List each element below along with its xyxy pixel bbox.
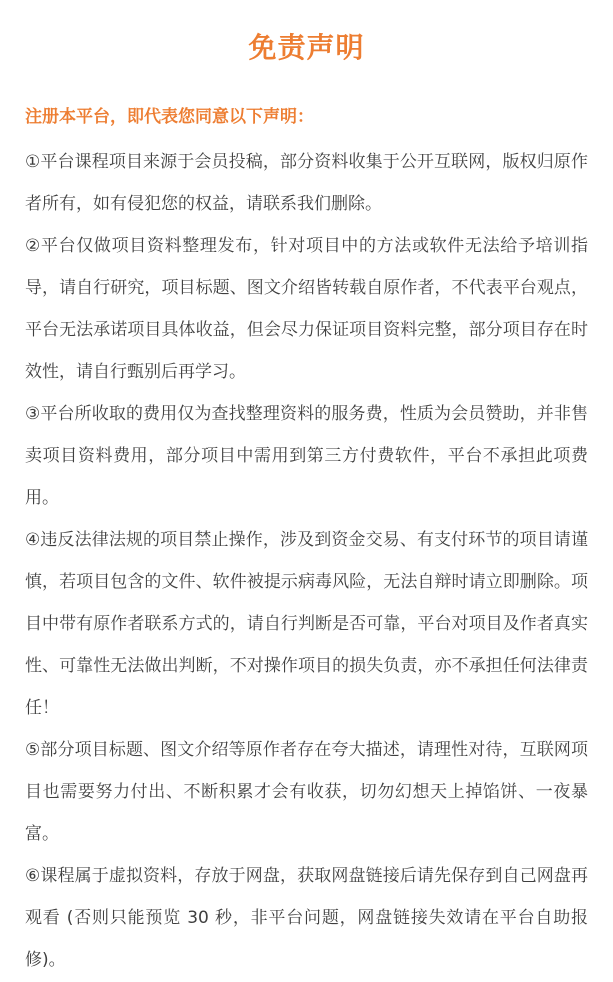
disclaimer-paragraph: ④违反法律法规的项目禁止操作，涉及到资金交易、有支付环节的项目请谨慎，若项目包含的文件、软件被提示病毒风险，无法自辩时请立即删除。项目中带有原作者联系方式的，请自行判断是否可靠，平台对项目及作者真实性、可靠性无法做出判断，不对操作项目的损失负责，亦不承担任何法律责任！ <box>25 530 588 718</box>
disclaimer-paragraph: ②平台仅做项目资料整理发布，针对项目中的方法或软件无法给予培训指导，请自行研究，项目标题、图文介绍皆转载自原作者，不代表平台观点，平台无法承诺项目具体收益，但会尽力保证项目资料完整，部分项目存在时效性，请自行甄别后再学习。 <box>25 236 588 383</box>
disclaimer-paragraph: ①平台课程项目来源于会员投稿，部分资料收集于公开互联网，版权归原作者所有，如有侵犯您的权益，请联系我们删除。 <box>25 152 588 215</box>
page-title: 免责声明 <box>248 31 365 64</box>
intro-statement: 注册本平台，即代表您同意以下声明： <box>25 107 314 128</box>
disclaimer-paragraph: ③平台所收取的费用仅为查找整理资料的服务费，性质为会员赞助，并非售卖项目资料费用，部分项目中需用到第三方付费软件，平台不承担此项费用。 <box>25 404 588 509</box>
disclaimer-paragraphs <box>25 142 588 982</box>
disclaimer-paragraph: ⑤部分项目标题、图文介绍等原作者存在夸大描述，请理性对待，互联网项目也需要努力付出、不断积累才会有收获，切勿幻想天上掉馅饼、一夜暴富。 <box>25 739 588 844</box>
disclaimer-paragraph: ⑥课程属于虚拟资料，存放于网盘，获取网盘链接后请先保存到自己网盘再观看 (否则只能预览 30 秒，非平台问题，网盘链接失效请在平台自助报修)。 <box>25 865 588 970</box>
